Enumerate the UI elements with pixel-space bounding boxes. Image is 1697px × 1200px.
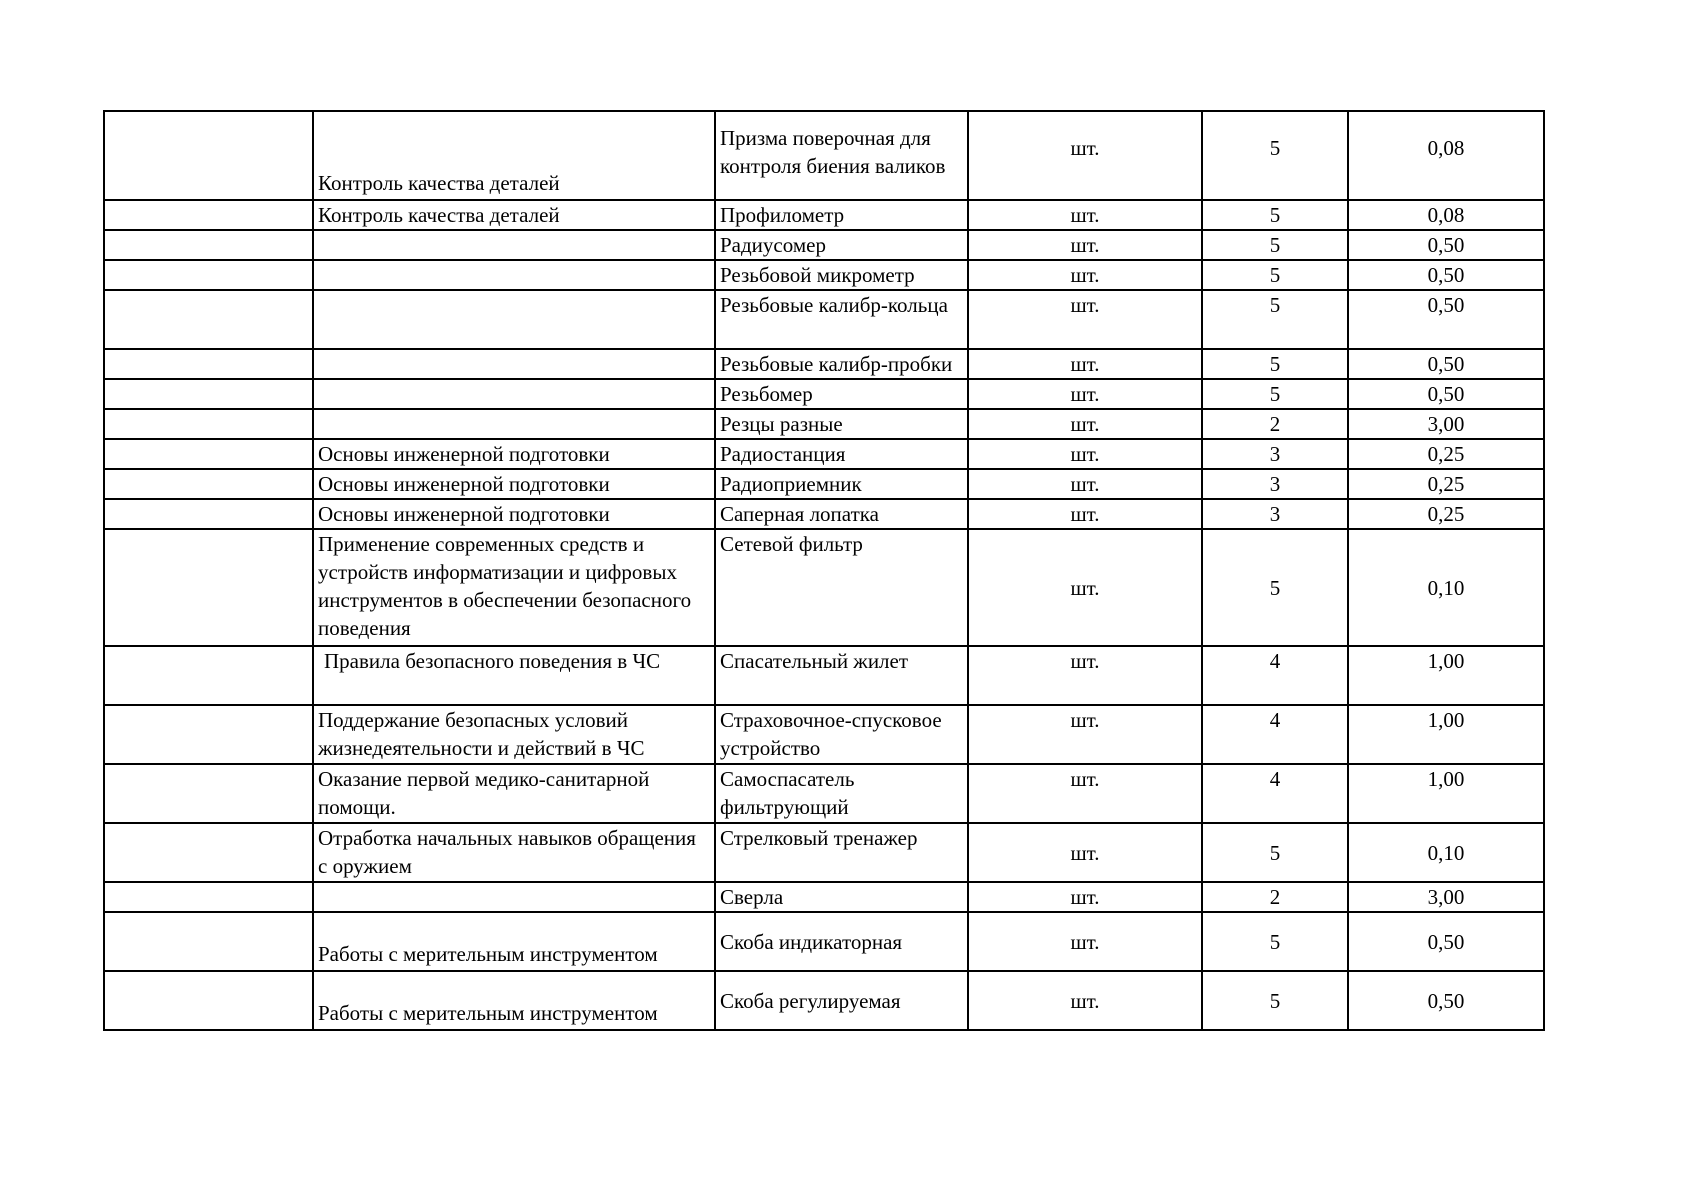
- empty-cell: [104, 469, 313, 499]
- unit-cell: шт.: [968, 439, 1202, 469]
- quantity-cell: 4: [1202, 764, 1348, 823]
- item-cell: Резцы разные: [715, 409, 968, 439]
- norm-cell: 3,00: [1348, 882, 1544, 912]
- quantity-cell: 5: [1202, 290, 1348, 349]
- empty-cell: [104, 882, 313, 912]
- table-row: [104, 764, 1544, 823]
- item-cell: Резьбовые калибр-кольца: [715, 290, 968, 349]
- table-row: [104, 290, 1544, 349]
- item-cell: Резьбовые калибр-пробки: [715, 349, 968, 379]
- table-row: [104, 912, 1544, 971]
- topic-cell: [313, 379, 715, 409]
- empty-cell: [104, 230, 313, 260]
- quantity-cell: 3: [1202, 499, 1348, 529]
- topic-cell: [313, 230, 715, 260]
- unit-cell: шт.: [968, 290, 1202, 349]
- table-row: [104, 529, 1544, 646]
- norm-cell: 0,50: [1348, 260, 1544, 290]
- empty-cell: [104, 646, 313, 705]
- unit-cell: шт.: [968, 912, 1202, 971]
- topic-cell: Поддержание безопасных условий жизнедеятельности и действий в ЧС: [313, 705, 715, 764]
- table-row: [104, 971, 1544, 1030]
- empty-cell: [104, 260, 313, 290]
- quantity-cell: 5: [1202, 111, 1348, 200]
- topic-cell: Правила безопасного поведения в ЧС: [313, 646, 715, 705]
- norm-cell: 0,10: [1348, 823, 1544, 882]
- empty-cell: [104, 290, 313, 349]
- unit-cell: шт.: [968, 260, 1202, 290]
- unit-cell: шт.: [968, 200, 1202, 230]
- quantity-cell: 5: [1202, 971, 1348, 1030]
- unit-cell: шт.: [968, 409, 1202, 439]
- topic-cell: [313, 409, 715, 439]
- topic-cell: [313, 349, 715, 379]
- empty-cell: [104, 529, 313, 646]
- table-row: [104, 469, 1544, 499]
- table-row: [104, 823, 1544, 882]
- empty-cell: [104, 409, 313, 439]
- empty-cell: [104, 764, 313, 823]
- item-cell: Профилометр: [715, 200, 968, 230]
- topic-cell: Основы инженерной подготовки: [313, 499, 715, 529]
- norm-cell: 0,50: [1348, 349, 1544, 379]
- norm-cell: 0,50: [1348, 290, 1544, 349]
- empty-cell: [104, 912, 313, 971]
- table-row: [104, 646, 1544, 705]
- empty-cell: [104, 379, 313, 409]
- table-row: [104, 439, 1544, 469]
- item-cell: Сверла: [715, 882, 968, 912]
- norm-cell: 0,25: [1348, 469, 1544, 499]
- unit-cell: шт.: [968, 882, 1202, 912]
- norm-cell: 0,50: [1348, 971, 1544, 1030]
- topic-cell: Контроль качества деталей: [313, 200, 715, 230]
- quantity-cell: 5: [1202, 529, 1348, 646]
- table-row: [104, 705, 1544, 764]
- item-cell: Резьбовой микрометр: [715, 260, 968, 290]
- unit-cell: шт.: [968, 529, 1202, 646]
- norm-cell: 0,25: [1348, 439, 1544, 469]
- topic-cell: Работы с мерительным инструментом: [313, 912, 715, 971]
- norm-cell: 1,00: [1348, 764, 1544, 823]
- unit-cell: шт.: [968, 499, 1202, 529]
- topic-cell: Основы инженерной подготовки: [313, 469, 715, 499]
- empty-cell: [104, 823, 313, 882]
- quantity-cell: 5: [1202, 912, 1348, 971]
- table-row: [104, 230, 1544, 260]
- table-row: [104, 499, 1544, 529]
- unit-cell: шт.: [968, 379, 1202, 409]
- quantity-cell: 5: [1202, 823, 1348, 882]
- quantity-cell: 2: [1202, 882, 1348, 912]
- topic-cell: Отработка начальных навыков обращения с оружием: [313, 823, 715, 882]
- item-cell: Радиусомер: [715, 230, 968, 260]
- unit-cell: шт.: [968, 971, 1202, 1030]
- norm-cell: 1,00: [1348, 646, 1544, 705]
- unit-cell: шт.: [968, 646, 1202, 705]
- item-cell: Стрелковый тренажер: [715, 823, 968, 882]
- quantity-cell: 3: [1202, 439, 1348, 469]
- norm-cell: 0,10: [1348, 529, 1544, 646]
- unit-cell: шт.: [968, 823, 1202, 882]
- norm-cell: 0,50: [1348, 912, 1544, 971]
- item-cell: Страховочное-спусковое устройство: [715, 705, 968, 764]
- item-cell: Сетевой фильтр: [715, 529, 968, 646]
- norm-cell: 1,00: [1348, 705, 1544, 764]
- table-row: [104, 379, 1544, 409]
- topic-cell: Оказание первой медико-санитарной помощи.: [313, 764, 715, 823]
- item-cell: Скоба регулируемая: [715, 971, 968, 1030]
- table-row: [104, 349, 1544, 379]
- item-cell: Радиоприемник: [715, 469, 968, 499]
- table-row: [104, 260, 1544, 290]
- topic-cell: Основы инженерной подготовки: [313, 439, 715, 469]
- item-cell: Самоспасатель фильтрующий: [715, 764, 968, 823]
- norm-cell: 3,00: [1348, 409, 1544, 439]
- topic-cell: [313, 290, 715, 349]
- table-row: [104, 409, 1544, 439]
- norm-cell: 0,25: [1348, 499, 1544, 529]
- item-cell: Резьбомер: [715, 379, 968, 409]
- topic-cell: [313, 260, 715, 290]
- item-cell: Скоба индикаторная: [715, 912, 968, 971]
- norm-cell: 0,50: [1348, 230, 1544, 260]
- quantity-cell: 5: [1202, 349, 1348, 379]
- topic-cell: Контроль качества деталей: [313, 111, 715, 200]
- norm-cell: 0,08: [1348, 200, 1544, 230]
- unit-cell: шт.: [968, 230, 1202, 260]
- empty-cell: [104, 200, 313, 230]
- unit-cell: шт.: [968, 469, 1202, 499]
- equipment-table: [103, 110, 1545, 1031]
- empty-cell: [104, 349, 313, 379]
- item-cell: Призма поверочная для контроля биения валиков: [715, 111, 968, 200]
- unit-cell: шт.: [968, 705, 1202, 764]
- table-row: [104, 111, 1544, 200]
- norm-cell: 0,50: [1348, 379, 1544, 409]
- unit-cell: шт.: [968, 111, 1202, 200]
- quantity-cell: 2: [1202, 409, 1348, 439]
- table-row: [104, 882, 1544, 912]
- quantity-cell: 5: [1202, 200, 1348, 230]
- table-row: [104, 200, 1544, 230]
- quantity-cell: 5: [1202, 230, 1348, 260]
- empty-cell: [104, 971, 313, 1030]
- empty-cell: [104, 439, 313, 469]
- topic-cell: Работы с мерительным инструментом: [313, 971, 715, 1030]
- empty-cell: [104, 111, 313, 200]
- quantity-cell: 3: [1202, 469, 1348, 499]
- quantity-cell: 5: [1202, 260, 1348, 290]
- norm-cell: 0,08: [1348, 111, 1544, 200]
- empty-cell: [104, 705, 313, 764]
- item-cell: Спасательный жилет: [715, 646, 968, 705]
- quantity-cell: 5: [1202, 379, 1348, 409]
- topic-cell: Применение современных средств и устройств информатизации и цифровых инструментов в обеспечении безопасного поведения: [313, 529, 715, 646]
- item-cell: Радиостанция: [715, 439, 968, 469]
- unit-cell: шт.: [968, 764, 1202, 823]
- unit-cell: шт.: [968, 349, 1202, 379]
- quantity-cell: 4: [1202, 705, 1348, 764]
- empty-cell: [104, 499, 313, 529]
- quantity-cell: 4: [1202, 646, 1348, 705]
- topic-cell: [313, 882, 715, 912]
- item-cell: Саперная лопатка: [715, 499, 968, 529]
